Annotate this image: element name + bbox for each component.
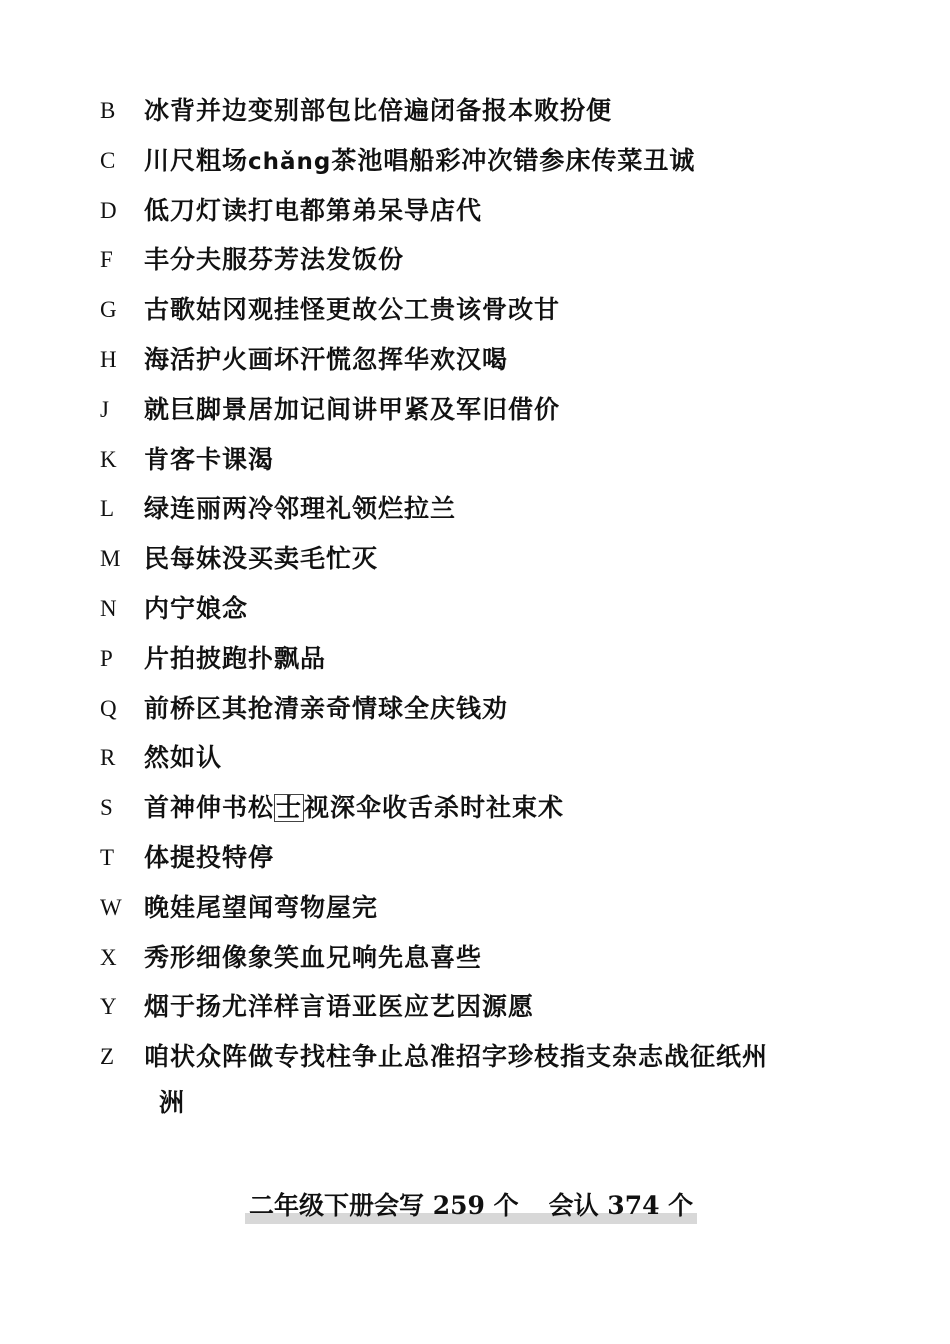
list-item (100, 237, 900, 287)
character-group: 体提投特停 (144, 842, 275, 872)
index-letter: W (100, 894, 123, 920)
list-item (100, 835, 900, 885)
index-letter: H (100, 346, 118, 372)
list-item (100, 437, 900, 487)
index-letter: D (100, 197, 118, 223)
index-letter: M (100, 546, 122, 572)
character-group: 冰背并边变别部包比倍遍闭备报本败扮便 (144, 96, 613, 125)
character-group: 肯客卡课渴 (144, 444, 275, 474)
boxed-character: 士 (276, 793, 303, 823)
index-letter: G (100, 297, 118, 323)
list-item (100, 1034, 900, 1080)
character-group: 古歌姑冈观挂怪更故公工贵该骨改甘 (144, 295, 561, 325)
index-letter: R (100, 745, 117, 771)
index-letter: Q (100, 695, 118, 721)
index-letter: N (100, 595, 118, 621)
character-group: 绿连丽两冷邻理礼领烂拉兰 (144, 494, 457, 524)
list-item (100, 387, 900, 437)
list-item (100, 138, 900, 188)
character-group-part: 茶池唱船彩冲次错参床传菜丑诚 (331, 145, 696, 175)
list-item (100, 486, 900, 536)
character-group: 海活护火画坏汗慌忽挥华欢汉喝 (144, 344, 509, 374)
index-letter: L (100, 496, 116, 522)
grade-summary (245, 1188, 697, 1224)
read-count-label: 会认 374 个 (548, 1191, 694, 1220)
character-group: 烟于扬尤洋样言语亚医应艺因源愿 (144, 992, 535, 1022)
character-group: 前桥区其抢清亲奇情球全庆钱劝 (144, 693, 509, 723)
character-group-part: 首神伸书松 (144, 793, 275, 823)
character-group: 片拍披跑扑飘品 (144, 643, 327, 673)
character-group: 丰分夫服芬芳法发饭份 (144, 245, 405, 275)
character-group: 晚娃尾望闻弯物屋完 (144, 892, 379, 922)
index-letter: X (100, 944, 118, 970)
list-item (100, 984, 900, 1034)
character-group-part: 视深伞收舌杀时社束术 (304, 793, 565, 823)
list-item (100, 337, 900, 387)
list-item (100, 636, 900, 686)
index-letter: Z (100, 1044, 116, 1070)
list-item (100, 686, 900, 736)
list-item (100, 785, 900, 835)
list-item (100, 885, 900, 935)
character-group: 然如认 (144, 743, 223, 773)
index-letter: Y (100, 994, 118, 1020)
index-letter: K (100, 446, 118, 472)
index-letter: B (100, 98, 117, 123)
list-item (100, 88, 900, 138)
list-item (100, 735, 900, 785)
list-item (100, 188, 900, 238)
index-letter: F (100, 247, 114, 273)
list-item-continuation (100, 1080, 900, 1130)
character-list (100, 88, 900, 1130)
character-group: 低刀灯读打电都第弟呆导店代 (144, 195, 483, 225)
index-letter: C (100, 147, 117, 173)
list-item (100, 586, 900, 636)
character-group (144, 138, 900, 185)
character-group: 咱状众阵做专找柱争止总准招字珍枝指支杂志战征纸州 (144, 1042, 769, 1072)
index-letter: J (100, 396, 110, 422)
character-group-part: 川尺粗场 (144, 145, 249, 175)
character-group: 秀形细像象笑血兄响先息喜些 (144, 942, 483, 972)
list-item (100, 536, 900, 586)
list-item (100, 935, 900, 985)
list-item (100, 287, 900, 337)
character-group: 就巨脚景居加记间讲甲紧及军旧借价 (144, 394, 561, 424)
write-count-label: 二年级下册会写 259 个 (249, 1191, 519, 1220)
character-group: 内宁娘念 (144, 593, 249, 623)
pinyin-annotation: chǎng (248, 148, 332, 175)
index-letter: T (100, 844, 116, 870)
character-group: 洲 (159, 1088, 186, 1118)
character-group: 民每妹没买卖毛忙灭 (144, 544, 379, 574)
index-letter: S (100, 795, 114, 821)
index-letter: P (100, 645, 114, 671)
character-group (144, 785, 900, 831)
